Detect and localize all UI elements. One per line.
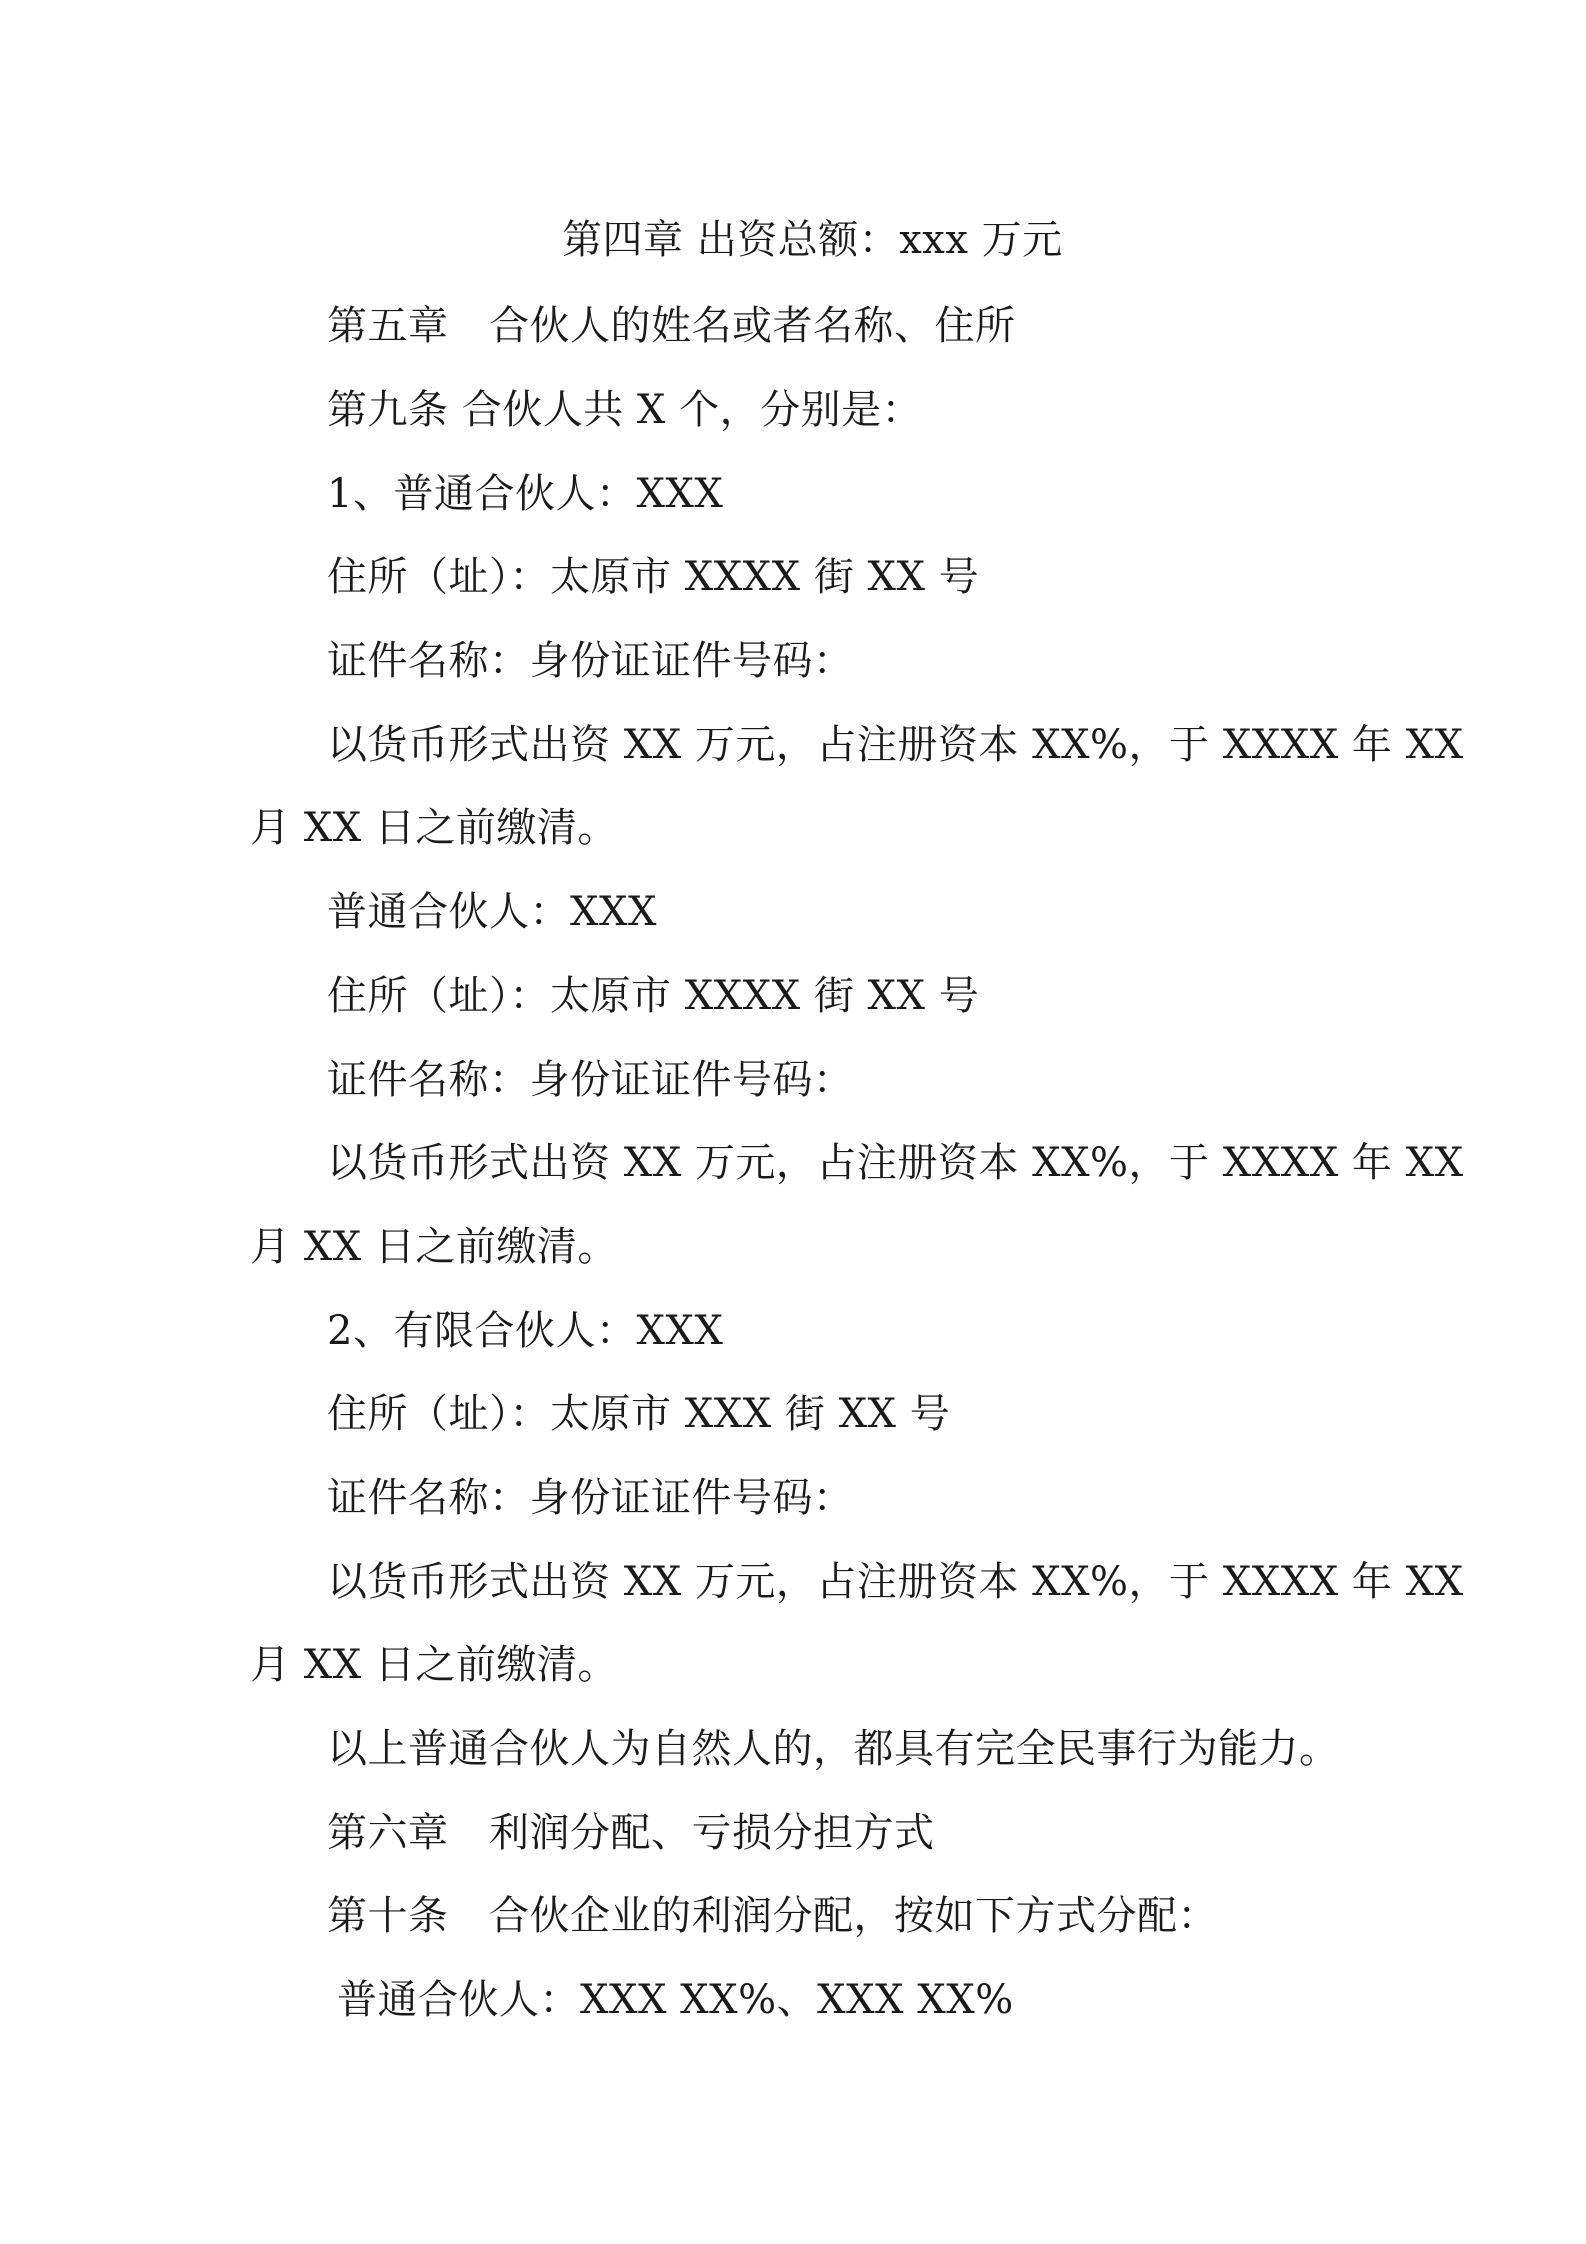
partner-1-address: 住所（址）：太原市 XXXX 街 XX 号 [327,554,980,600]
chapter-4-title: 第四章 出资总额：xxx 万元 [562,217,1063,263]
article-10-intro: 第十条 合伙企业的利润分配，按如下方式分配： [327,1893,1218,1939]
partner-3-address: 住所（址）：太原市 XXX 街 XX 号 [327,1391,951,1437]
profit-general-partner: 普通合伙人：XXX XX%、XXX XX% [337,1977,1014,2023]
partner-2-contribution-cont: 月 XX 日之前缴清。 [250,1224,618,1270]
chapter-6-title: 第六章 利润分配、亏损分担方式 [327,1810,935,1856]
partner-2-id-document: 证件名称：身份证证件号码： [327,1057,854,1103]
chapter-5-title: 第五章 合伙人的姓名或者名称、住所 [327,303,1016,349]
partner-1-name: 1、普通合伙人：XXX [327,471,724,517]
partner-3-id-document: 证件名称：身份证证件号码： [327,1475,854,1521]
partner-3-contribution: 以货币形式出资 XX 万元，占注册资本 XX%，于 XXXX 年 XX [327,1559,1464,1605]
partner-1-contribution: 以货币形式出资 XX 万元，占注册资本 XX%，于 XXXX 年 XX [327,722,1464,768]
article-9-intro: 第九条 合伙人共 X 个，分别是： [327,387,923,433]
partner-1-contribution-cont: 月 XX 日之前缴清。 [250,805,618,851]
partner-2-address: 住所（址）：太原市 XXXX 街 XX 号 [327,973,980,1019]
partner-3-name: 2、有限合伙人：XXX [327,1308,724,1354]
partner-2-contribution: 以货币形式出资 XX 万元，占注册资本 XX%，于 XXXX 年 XX [327,1140,1464,1186]
partner-1-id-document: 证件名称：身份证证件号码： [327,638,854,684]
partner-2-name: 普通合伙人：XXX [327,889,657,935]
partner-3-contribution-cont: 月 XX 日之前缴清。 [250,1642,618,1688]
capacity-statement: 以上普通合伙人为自然人的，都具有完全民事行为能力。 [327,1726,1340,1772]
